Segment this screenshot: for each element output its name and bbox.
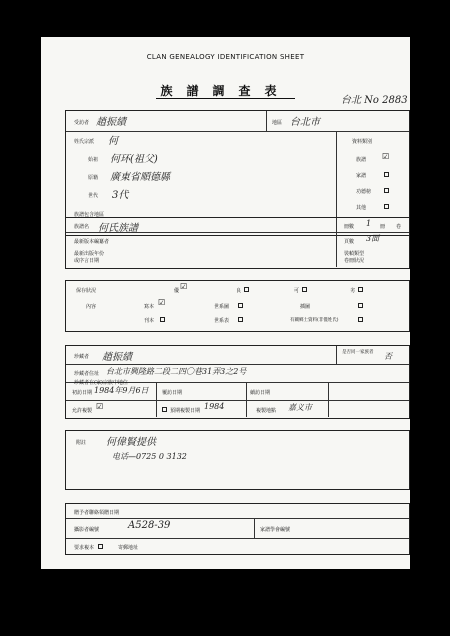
condition-1-check[interactable]: ☑: [180, 282, 188, 291]
request-label: 要求複本: [74, 545, 95, 551]
surname-value: 何: [108, 136, 118, 147]
material-type-3-checkbox[interactable]: [384, 188, 389, 193]
film-label: 攝影者編號: [74, 527, 100, 533]
content-lineage-table: 世系表: [214, 318, 230, 324]
holder-label: 珍藏者: [74, 354, 90, 360]
renew-label: 續訪日期: [250, 390, 271, 396]
binding-label: 裝幀類型: [344, 251, 365, 257]
copy-place-label: 複製地點: [256, 408, 277, 414]
clan-no-label: 家譜學會編號: [260, 527, 291, 533]
allow-copy-label: 允許複製: [72, 408, 93, 414]
location-value: 台北市: [290, 117, 320, 128]
first-date-value: 1984年9月6日: [94, 386, 149, 395]
material-type-1-check[interactable]: ☑: [382, 152, 390, 161]
allow-copy-check[interactable]: ☑: [96, 402, 104, 411]
holder-value: 趙振績: [102, 352, 132, 363]
content-local-material: 有關鄉土資料(非僅姓氏): [290, 318, 339, 323]
condition-3-checkbox[interactable]: [302, 287, 307, 292]
pages-value: 3面: [366, 234, 380, 243]
first-date-label: 初訪日期: [72, 390, 93, 396]
gift-label: 贈予者聯絡領贈日期: [74, 510, 120, 516]
relation-value: 否: [384, 352, 392, 361]
mail-label: 寄郵地址: [118, 545, 139, 551]
includes-label: 族譜包含地區: [74, 212, 105, 218]
content-label: 內容: [86, 304, 97, 310]
location-label: 地區: [272, 120, 283, 126]
content-local-material-checkbox[interactable]: [358, 317, 363, 322]
condition-4: 劣: [350, 288, 356, 294]
edit-year-label: 最新出版年份: [74, 251, 105, 257]
condition-2-checkbox[interactable]: [244, 287, 249, 292]
content-printed-checkbox[interactable]: [160, 317, 165, 322]
content-lineage-table-checkbox[interactable]: [238, 317, 243, 322]
ancestor-label: 始祖: [88, 157, 99, 163]
revisit-label: 覆訪日期: [162, 390, 183, 396]
request-checkbox[interactable]: [98, 544, 103, 549]
content-printed: 刊本: [144, 318, 155, 324]
expected-date-value: 1984: [204, 402, 225, 411]
section-admin: [65, 503, 410, 555]
content-manuscript: 寫本: [144, 304, 155, 310]
address-label: 珍藏者住址: [74, 371, 100, 377]
expected-date-checkbox[interactable]: [162, 407, 167, 412]
note-line-2: 电话—0725 0 3132: [112, 452, 187, 461]
book-name-label: 族譜名: [74, 224, 90, 230]
surname-label: 姓氏宗派: [74, 139, 95, 145]
sheet-title-zh: 族譜調查表: [160, 84, 291, 98]
serial-number: 台北 No 2883: [341, 95, 408, 106]
material-type-1: 族譜: [356, 157, 367, 163]
volumes-value: 1: [366, 219, 372, 228]
section-genealogy-book: [65, 217, 410, 269]
interviewee-value: 趙振績: [96, 117, 126, 128]
section-notes: [65, 430, 410, 490]
sheet-title-en: CLAN GENEALOGY IDENTIFICATION SHEET: [146, 53, 305, 61]
expected-date-label: 預期複製日期: [170, 408, 201, 414]
address-value: 台北市興隆路二段二四〇巷31弄3之2号: [106, 367, 247, 376]
volumes-label: 冊數: [344, 224, 355, 230]
content-illustrations: 插圖: [300, 304, 311, 310]
condition-3: 可: [294, 288, 300, 294]
volumes-unit: 冊: [380, 224, 386, 230]
preservation-label: 保存狀況: [76, 288, 97, 294]
generation-label: 世代: [88, 193, 99, 199]
generation-value: 3代: [112, 190, 129, 201]
pages-label: 頁數: [344, 239, 355, 245]
film-value: A528-39: [128, 520, 171, 531]
editor-label: 最新版本編纂者: [74, 239, 110, 245]
ancestor-value: 何环(祖父): [110, 154, 158, 165]
book-name-value: 何氏族譜: [98, 223, 138, 234]
condition-4-checkbox[interactable]: [358, 287, 363, 292]
content-lineage-chart: 世系圖: [214, 304, 230, 310]
relation-label: 是否同一家族者: [342, 350, 374, 355]
note-label: 附註: [76, 440, 87, 446]
content-illustrations-checkbox[interactable]: [358, 303, 363, 308]
material-label: 資料類別: [352, 139, 373, 145]
condition-2: 良: [236, 288, 242, 294]
note-line-1: 何偉賢提供: [106, 437, 156, 448]
edit-year-sub: 或序言日期: [74, 258, 100, 264]
copy-place-value: 嘉义市: [288, 403, 312, 412]
material-type-4: 其他: [356, 205, 367, 211]
origin-value: 廣東省順德縣: [110, 172, 170, 183]
content-lineage-chart-checkbox[interactable]: [238, 303, 243, 308]
material-type-3: 功德榜: [356, 189, 372, 195]
content-manuscript-check[interactable]: ☑: [158, 298, 166, 307]
binding-sub: 卷冊狀況: [344, 258, 365, 264]
origin-label: 原籍: [88, 175, 99, 181]
material-type-2: 家譜: [356, 173, 367, 179]
interviewee-label: 受訪者: [74, 120, 90, 126]
genealogy-sheet: [41, 37, 410, 569]
volumes-suffix: 卷: [396, 224, 402, 230]
condition-1: 優: [174, 288, 180, 294]
section-holder: [65, 345, 410, 419]
material-type-2-checkbox[interactable]: [384, 172, 389, 177]
material-type-4-checkbox[interactable]: [384, 204, 389, 209]
status-label: 珍藏者在(家)宗族中地位: [74, 380, 128, 386]
section-preservation: [65, 280, 410, 332]
title-underline: [156, 98, 295, 99]
